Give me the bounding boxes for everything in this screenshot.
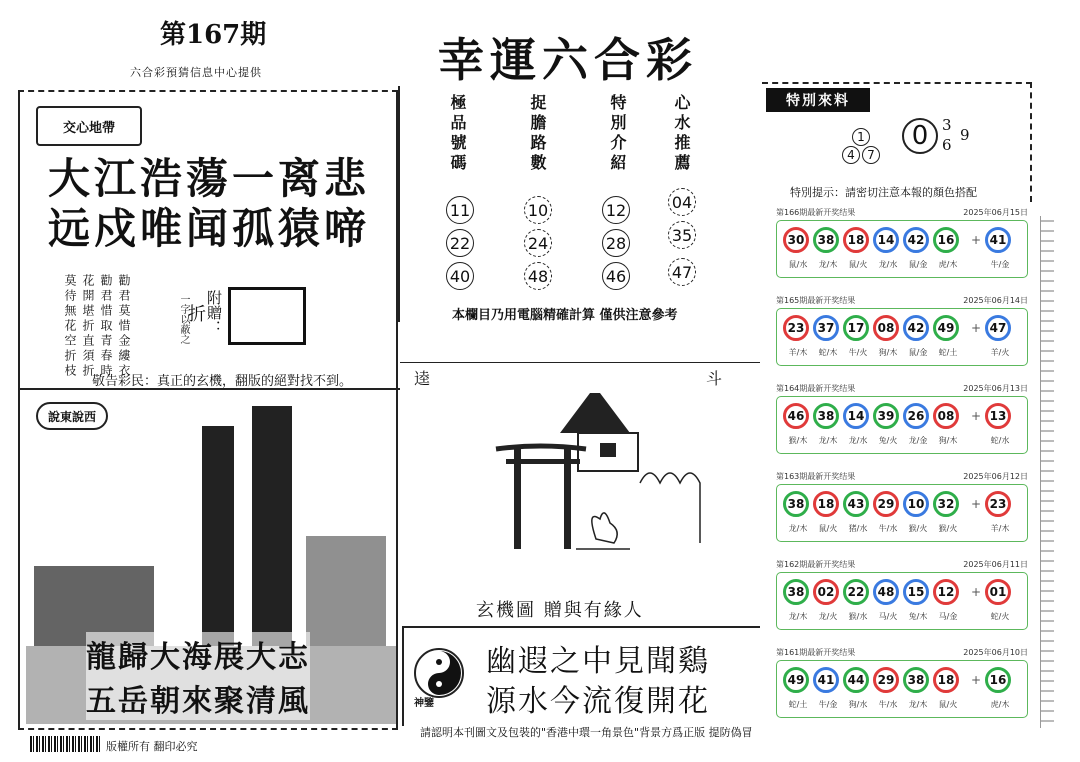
issue-number: 第167期	[160, 20, 267, 50]
number-circle: 28	[602, 229, 630, 257]
lottery-ball: 17	[843, 315, 869, 341]
lottery-ball: 38	[813, 227, 839, 253]
zodiac-label: 牛/金	[818, 700, 838, 709]
zodiac-label: 牛/火	[848, 348, 868, 357]
zodiac-label: 虎/木	[990, 700, 1010, 709]
draw-header	[776, 646, 1028, 658]
zodiac-label: 马/火	[878, 612, 898, 621]
lottery-ball: 43	[843, 491, 869, 517]
center-note: 本欄目乃用電腦精確計算 僅供注意參考	[452, 308, 678, 323]
zodiac-label: 猴/木	[788, 436, 808, 445]
gift-box	[228, 287, 306, 345]
small-digit: 3	[942, 116, 952, 134]
zodiac-label: 龙/火	[818, 612, 838, 621]
lottery-ball: 23	[783, 315, 809, 341]
zodiac-label: 鼠/火	[848, 260, 868, 269]
lottery-ball: 38	[903, 667, 929, 693]
plus-sign: +	[971, 497, 982, 511]
zodiac-label: 猪/水	[848, 524, 868, 533]
building-shape	[306, 536, 386, 646]
copyright: 版權所有 翻印必究	[106, 740, 198, 753]
lottery-ball: 12	[933, 579, 959, 605]
lottery-ball: 49	[783, 667, 809, 693]
lottery-ball: 18	[813, 491, 839, 517]
special-hint: 特別提示：請密切注意本報的顏色搭配	[790, 186, 977, 199]
zodiac-label: 鼠/火	[938, 700, 958, 709]
lottery-ball: 08	[873, 315, 899, 341]
lottery-ball: 41	[813, 667, 839, 693]
fold-char: 折	[188, 304, 206, 325]
zodiac-label: 龙/木	[788, 612, 808, 621]
special-ball: 16	[985, 667, 1011, 693]
poem-line-4: 五岳朝來聚清風	[86, 676, 310, 720]
gift-rule: 一字以蔽之	[178, 294, 189, 344]
column-head: 捉膽路數	[528, 94, 547, 174]
attach-label: 附贈：	[205, 290, 223, 335]
draw-card	[776, 484, 1028, 542]
draw-date: 2025年06月10日	[963, 647, 1028, 657]
zodiac-label: 狗/水	[848, 700, 868, 709]
vertical-line: 花開堪折直須折	[81, 274, 95, 379]
draw-header	[776, 470, 1028, 482]
zodiac-label: 牛/水	[878, 524, 898, 533]
big-digit: 0	[902, 118, 938, 154]
draw-period: 第162期最新开奖结果	[776, 559, 856, 569]
zodiac-label: 猴/火	[908, 524, 928, 533]
draw-header	[776, 206, 1028, 218]
lottery-ball: 38	[783, 579, 809, 605]
poem-line-2: 远戍唯闻孤猿啼	[48, 204, 371, 253]
lottery-ball: 14	[843, 403, 869, 429]
draw-header	[776, 382, 1028, 394]
mark-right: 斗	[706, 369, 723, 388]
zodiac-label: 牛/金	[990, 260, 1010, 269]
lottery-ball: 42	[903, 227, 929, 253]
decorative-border	[1040, 216, 1054, 728]
building-shape	[252, 406, 292, 646]
zodiac-label: 鼠/火	[818, 524, 838, 533]
zodiac-label: 羊/木	[990, 524, 1010, 533]
plus-sign: +	[971, 585, 982, 599]
mark-left: 逵	[414, 369, 431, 388]
lottery-ball: 15	[903, 579, 929, 605]
zodiac-label: 龙/木	[788, 524, 808, 533]
number-circle: 40	[446, 262, 474, 290]
zodiac-label: 蛇/木	[818, 348, 838, 357]
lottery-ball: 22	[843, 579, 869, 605]
vertical-line: 勸君惜取青春時	[99, 274, 113, 379]
zodiac-label: 龙/水	[848, 436, 868, 445]
draw-card	[776, 308, 1028, 366]
column-head: 極品號碼	[448, 94, 467, 174]
number-circle: 22	[446, 229, 474, 257]
zodiac-label: 猴/水	[848, 612, 868, 621]
lottery-ball: 38	[783, 491, 809, 517]
torii-drawing	[400, 363, 760, 593]
notice-text: 敬告彩民：真正的玄機，翻版的絕對找不到。	[92, 374, 353, 389]
zodiac-label: 龙/水	[878, 260, 898, 269]
zodiac-label: 猴/火	[938, 524, 958, 533]
zodiac-label: 蛇/土	[788, 700, 808, 709]
plus-sign: +	[971, 321, 982, 335]
draw-block	[776, 558, 1028, 630]
mystery-picture-area	[400, 362, 760, 624]
lottery-ball: 16	[933, 227, 959, 253]
draw-block	[776, 470, 1028, 542]
draw-period: 第165期最新开奖结果	[776, 295, 856, 305]
number-circle: 24	[524, 229, 552, 257]
lottery-ball: 10	[903, 491, 929, 517]
poem-line-3: 龍歸大海展大志	[86, 632, 310, 676]
draw-block	[776, 294, 1028, 366]
lottery-ball: 30	[783, 227, 809, 253]
mystery-caption: 玄機圖 贈與有緣人	[476, 600, 644, 621]
poem-line-1: 大江浩蕩一离悲	[48, 154, 371, 203]
number-circle: 46	[602, 262, 630, 290]
zodiac-label: 龙/木	[818, 260, 838, 269]
draw-date: 2025年06月13日	[963, 383, 1028, 393]
number-circle: 10	[524, 196, 552, 224]
draw-card	[776, 572, 1028, 630]
lottery-ball: 18	[843, 227, 869, 253]
lottery-ball: 48	[873, 579, 899, 605]
building-shape	[202, 426, 234, 646]
number-circle: 12	[602, 196, 630, 224]
number-circle: 11	[446, 196, 474, 224]
draw-card	[776, 396, 1028, 454]
zodiac-label: 鼠/水	[788, 260, 808, 269]
lottery-ball: 49	[933, 315, 959, 341]
plus-sign: +	[971, 673, 982, 687]
lottery-ball: 39	[873, 403, 899, 429]
vertical-line: 莫待無花空折枝	[63, 274, 77, 379]
draw-date: 2025年06月14日	[963, 295, 1028, 305]
small-digit: 6	[942, 136, 952, 154]
zodiac-label: 蛇/土	[938, 348, 958, 357]
number-circle: 47	[668, 258, 696, 286]
special-ball: 13	[985, 403, 1011, 429]
special-ball: 47	[985, 315, 1011, 341]
zodiac-label: 龙/金	[908, 436, 928, 445]
poem-line-5: 幽遐之中見聞鷄	[486, 644, 710, 679]
lottery-ball: 44	[843, 667, 869, 693]
draw-date: 2025年06月12日	[963, 471, 1028, 481]
vertical-poem	[64, 274, 130, 379]
special-ball: 01	[985, 579, 1011, 605]
barcode	[30, 736, 102, 752]
circled-digit: 1	[852, 128, 870, 146]
poem-line-6: 源水今流復開花	[486, 684, 710, 719]
zodiac-label: 蛇/水	[990, 436, 1010, 445]
heart-zone-tag: 交心地帶	[36, 106, 142, 146]
zodiac-label: 羊/火	[990, 348, 1010, 357]
footer-statement: 請認明本刊圖文及包裝的"香港中環一角景色"背景方爲正版 提防偽冒	[420, 726, 753, 739]
column-head: 特別介紹	[608, 94, 627, 174]
circled-digit: 7	[862, 146, 880, 164]
zodiac-label: 鼠/金	[908, 348, 928, 357]
number-circle: 04	[668, 188, 696, 216]
lottery-ball: 37	[813, 315, 839, 341]
plus-sign: +	[971, 233, 982, 247]
draw-period: 第164期最新开奖结果	[776, 383, 856, 393]
draw-block	[776, 382, 1028, 454]
provider-label: 六合彩預猜信息中心提供	[130, 66, 262, 79]
lottery-ball: 46	[783, 403, 809, 429]
lottery-ball: 32	[933, 491, 959, 517]
lottery-ball: 18	[933, 667, 959, 693]
yinyang-icon	[414, 648, 464, 698]
zodiac-label: 狗/木	[878, 348, 898, 357]
draw-date: 2025年06月11日	[963, 559, 1028, 569]
lottery-ball: 14	[873, 227, 899, 253]
draw-period: 第166期最新开奖结果	[776, 207, 856, 217]
draw-card	[776, 220, 1028, 278]
special-tag: 特別來料	[766, 88, 870, 112]
plus-sign: +	[971, 409, 982, 423]
zodiac-label: 蛇/火	[990, 612, 1010, 621]
draw-header	[776, 558, 1028, 570]
number-circle: 35	[668, 221, 696, 249]
yinyang-label: 神鑒	[414, 698, 434, 709]
lottery-ball: 08	[933, 403, 959, 429]
draw-date: 2025年06月15日	[963, 207, 1028, 217]
zodiac-label: 鼠/金	[908, 260, 928, 269]
draw-block	[776, 206, 1028, 278]
draw-period: 第161期最新开奖结果	[776, 647, 856, 657]
column-head: 心水推薦	[672, 94, 691, 174]
number-circle: 48	[524, 262, 552, 290]
lottery-ball: 29	[873, 667, 899, 693]
zodiac-label: 兔/木	[908, 612, 928, 621]
draw-card	[776, 660, 1028, 718]
zodiac-label: 龙/木	[818, 436, 838, 445]
lottery-ball: 02	[813, 579, 839, 605]
zodiac-label: 马/金	[938, 612, 958, 621]
talk-tag: 說東說西	[36, 402, 108, 430]
special-ball: 23	[985, 491, 1011, 517]
vertical-line: 勸君莫惜金縷衣	[117, 274, 131, 379]
zodiac-label: 兔/火	[878, 436, 898, 445]
lottery-ball: 26	[903, 403, 929, 429]
zodiac-label: 龙/木	[908, 700, 928, 709]
lottery-ball: 38	[813, 403, 839, 429]
circled-digit: 4	[842, 146, 860, 164]
small-digit: 9	[960, 126, 970, 144]
lottery-ball: 42	[903, 315, 929, 341]
zodiac-label: 羊/木	[788, 348, 808, 357]
draw-header	[776, 294, 1028, 306]
draw-period: 第163期最新开奖结果	[776, 471, 856, 481]
lottery-ball: 29	[873, 491, 899, 517]
zodiac-label: 虎/木	[938, 260, 958, 269]
divider	[18, 388, 400, 390]
draw-block	[776, 646, 1028, 718]
zodiac-label: 牛/水	[878, 700, 898, 709]
page-title: 幸運六合彩	[438, 33, 698, 87]
special-ball: 41	[985, 227, 1011, 253]
zodiac-label: 狗/木	[938, 436, 958, 445]
